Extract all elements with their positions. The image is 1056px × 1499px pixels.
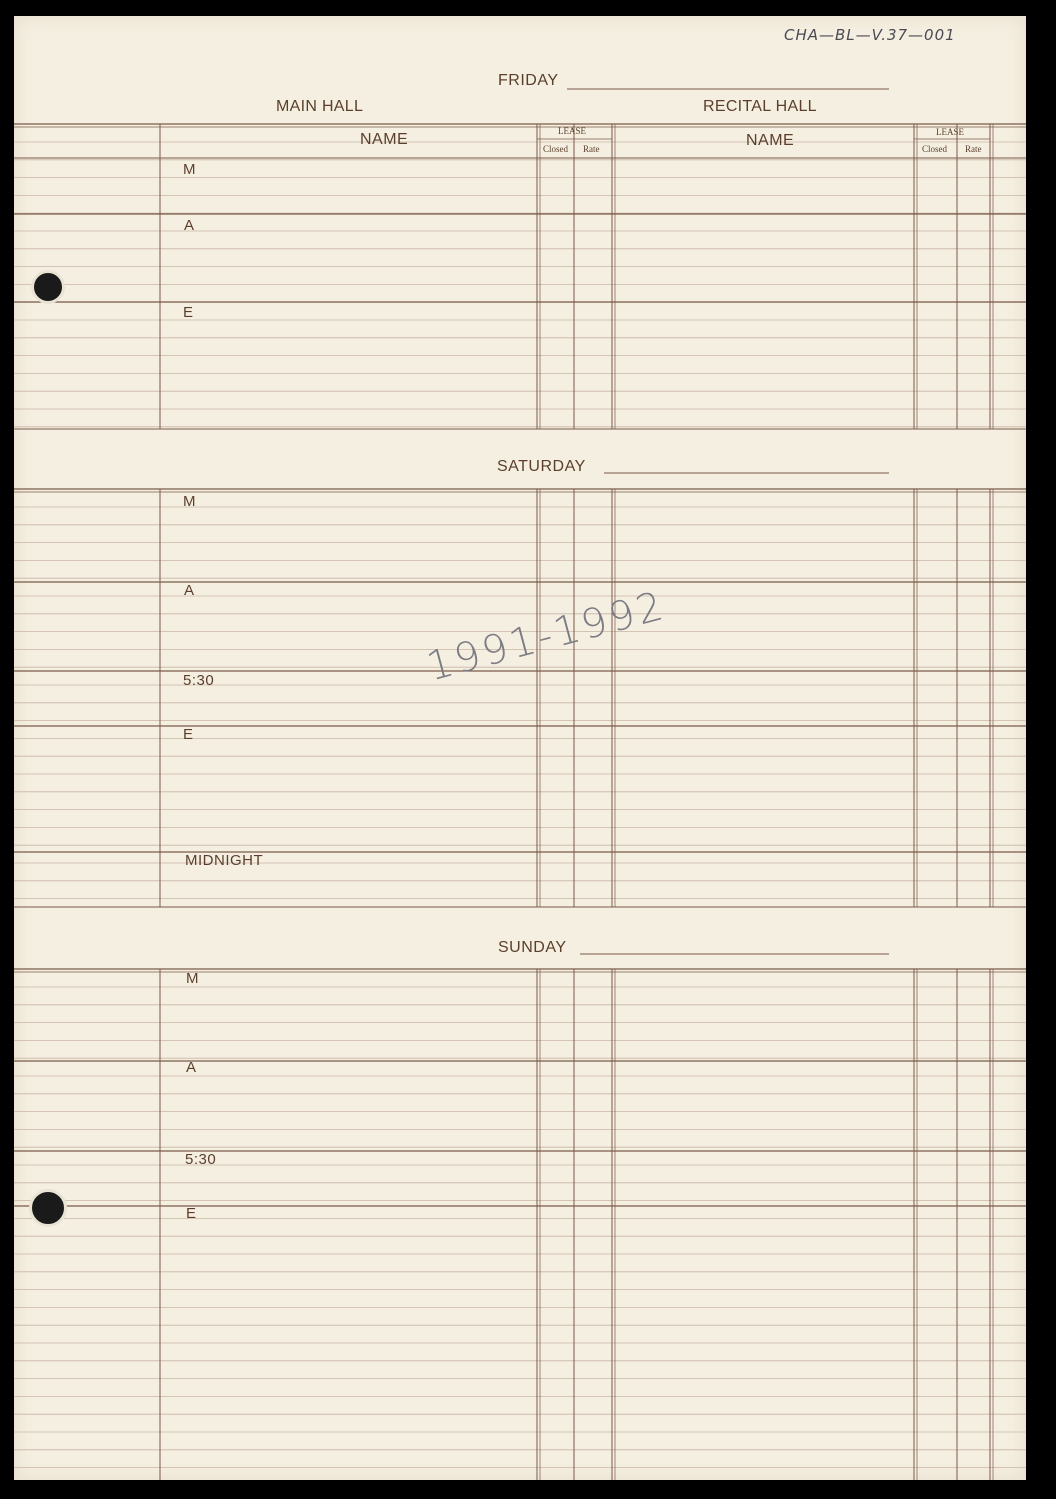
column-header-lease-main: LEASE [558, 126, 586, 136]
column-header-closed-main: Closed [543, 144, 569, 154]
slot-label-530: 5:30 [185, 1151, 217, 1168]
column-header-rate-recital: Rate [965, 144, 982, 154]
handwritten-year-range: 1991-1992 [422, 582, 671, 691]
day-heading-saturday: SATURDAY [497, 458, 586, 475]
column-header-name-recital: NAME [746, 132, 795, 149]
slot-label-afternoon: A [184, 582, 195, 599]
slot-label-midnight: MIDNIGHT [185, 852, 264, 869]
archive-id-handwritten: CHA—BL—V.37—001 [784, 26, 956, 44]
column-header-lease-recital: LEASE [936, 127, 964, 137]
binder-hole-bottom [29, 1189, 67, 1227]
slot-label-evening: E [183, 726, 194, 743]
slot-label-morning: M [186, 970, 199, 987]
slot-label-morning: M [183, 161, 196, 178]
slot-label-afternoon: A [186, 1059, 197, 1076]
ruled-grid [14, 16, 1026, 1480]
column-header-rate-main: Rate [583, 144, 600, 154]
slot-label-evening: E [186, 1205, 197, 1222]
hall-heading-main: MAIN HALL [276, 98, 364, 115]
day-heading-sunday: SUNDAY [498, 939, 567, 956]
column-header-closed-recital: Closed [922, 144, 948, 154]
hall-heading-recital: RECITAL HALL [703, 98, 817, 115]
slot-label-morning: M [183, 493, 196, 510]
column-header-name-main: NAME [360, 131, 409, 148]
day-heading-friday: FRIDAY [498, 72, 559, 89]
binder-hole-top [31, 270, 65, 304]
slot-label-530: 5:30 [183, 672, 215, 689]
schedule-form-sheet [14, 16, 1026, 1480]
slot-label-afternoon: A [184, 217, 195, 234]
slot-label-evening: E [183, 304, 194, 321]
